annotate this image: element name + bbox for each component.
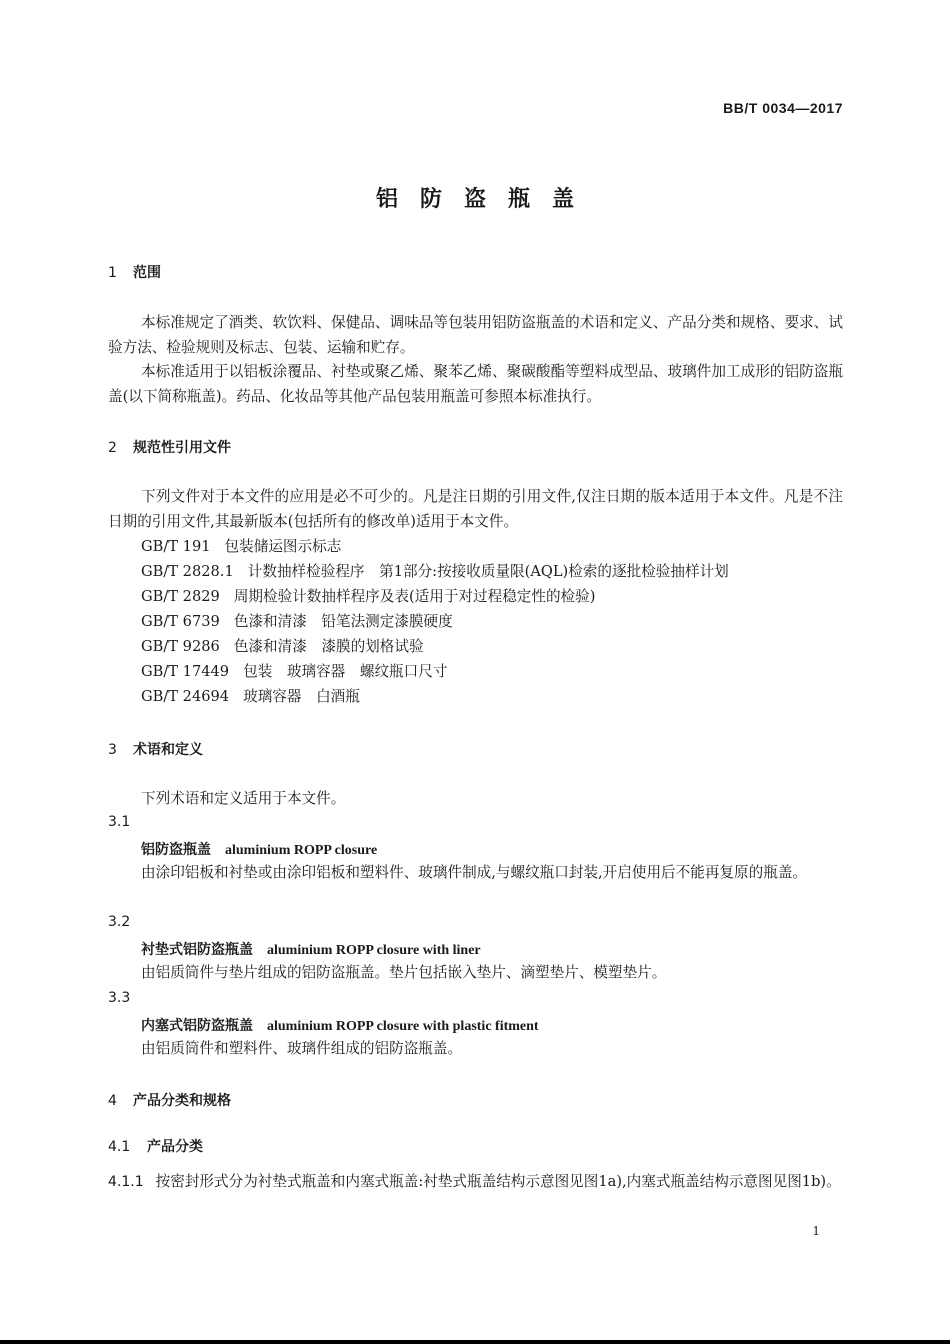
subsection-title: 产品分类 [147,1139,203,1155]
page-bottom-border [0,1340,950,1344]
reference-item [141,534,341,559]
reference-name: 色漆和清漆 铅笔法测定漆膜硬度 [233,613,453,630]
section-title: 范围 [133,265,161,281]
reference-code: GB/T 9286 [141,638,220,655]
reference-name: 包装 玻璃容器 螺纹瓶口尺寸 [243,663,448,680]
reference-name: 包装储运图示标志 [224,538,342,555]
reference-code: GB/T 191 [141,538,211,555]
reference-name: 玻璃容器 白酒瓶 [243,688,360,705]
term-zh: 衬垫式铝防盗瓶盖 [141,942,253,958]
term-en: aluminium ROPP closure with plastic fitment [267,1019,539,1034]
page-number: 1 [812,1224,820,1238]
clause-number: 4.1.1 [108,1174,144,1190]
reference-code: GB/T 2828.1 [141,563,234,580]
reference-name: 周期检验计数抽样程序及表(适用于对过程稳定性的检验) [233,588,596,605]
term-definition: 由铝质筒件和塑料件、玻璃件组成的铝防盗瓶盖。 [141,1040,463,1057]
subsection-4-1-heading [108,1136,203,1156]
term-number: 3.3 [108,990,131,1006]
section-number: 4 [108,1093,117,1109]
term-definition: 由涂印铝板和衬垫或由涂印铝板和塑料件、玻璃件制成,与螺纹瓶口封装,开启使用后不能再复原的瓶盖。 [141,864,808,881]
section-1-paragraph-1: 本标准规定了酒类、软饮料、保健品、调味品等包装用铝防盗瓶盖的术语和定义、产品分类和规格、要求、试验方法、检验规则及标志、包装、运输和贮存。 [108,314,843,356]
term-zh: 内塞式铝防盗瓶盖 [141,1018,253,1034]
section-number: 2 [108,440,117,456]
reference-item [141,684,360,709]
term-heading [141,939,481,959]
section-title: 产品分类和规格 [133,1093,231,1109]
section-title: 规范性引用文件 [133,440,231,456]
reference-item [141,584,595,609]
term-en: aluminium ROPP closure with liner [267,943,481,958]
reference-name: 计数抽样检验程序 第1部分:按接收质量限(AQL)检索的逐批检验抽样计划 [247,563,729,580]
term-number: 3.2 [108,914,131,930]
reference-code: GB/T 17449 [141,663,230,680]
reference-item [141,559,729,584]
section-3-intro: 下列术语和定义适用于本文件。 [141,790,346,807]
reference-code: GB/T 24694 [141,688,230,705]
term-definition: 由铝质筒件与垫片组成的铝防盗瓶盖。垫片包括嵌入垫片、滴塑垫片、模塑垫片。 [141,964,667,981]
section-1-paragraph-2: 本标准适用于以铝板涂覆品、衬垫或聚乙烯、聚苯乙烯、聚碳酸酯等塑料成型品、玻璃件加工成形的铝防盗瓶盖(以下简称瓶盖)。药品、化妆品等其他产品包装用瓶盖可参照本标准执行。 [108,363,843,405]
term-zh: 铝防盗瓶盖 [141,842,211,858]
term-en: aluminium ROPP closure [225,843,378,858]
section-1-heading [108,262,161,282]
reference-item [141,659,447,684]
clause-text: 按密封形式分为衬垫式瓶盖和内塞式瓶盖:衬垫式瓶盖结构示意图见图1a),内塞式瓶盖结构示意图见图1b)。 [155,1173,841,1190]
term-heading [141,839,377,859]
standard-code: BB/T 0034—2017 [723,100,843,116]
document-title: 铝防盗瓶盖 [375,187,596,212]
reference-code: GB/T 6739 [141,613,220,630]
section-title: 术语和定义 [133,742,203,758]
term-number: 3.1 [108,814,131,830]
section-2-heading [108,437,231,457]
section-3-heading [108,739,203,759]
section-number: 1 [108,265,117,281]
section-number: 3 [108,742,117,758]
reference-name: 色漆和清漆 漆膜的划格试验 [233,638,424,655]
section-2-paragraph-1: 下列文件对于本文件的应用是必不可少的。凡是注日期的引用文件,仅注日期的版本适用于本文件。凡是不注日期的引用文件,其最新版本(包括所有的修改单)适用于本文件。 [108,488,843,530]
reference-item [141,634,424,659]
reference-item [141,609,453,634]
term-heading [141,1015,539,1035]
clause-4-1-1 [108,1169,843,1195]
section-4-heading [108,1090,231,1110]
reference-code: GB/T 2829 [141,588,220,605]
subsection-number: 4.1 [108,1139,131,1155]
